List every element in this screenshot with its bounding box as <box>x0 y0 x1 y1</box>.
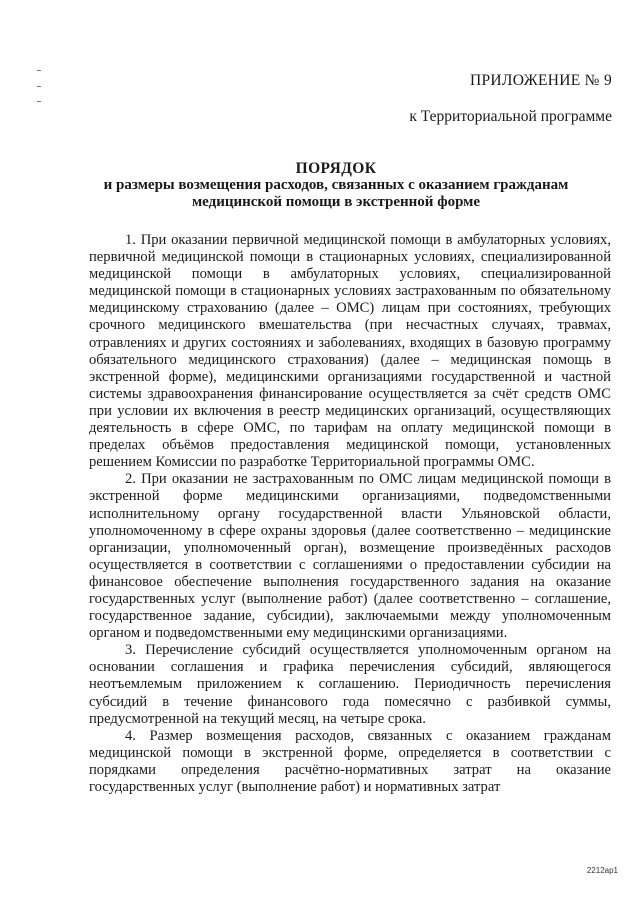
paragraph-3: 3. Перечисление субсидий осуществляется уполномоченным органом на основании соглашения и графика перечисления субсидий, являющегося неотъемлемым приложением к соглашению. Периодичность перечисления субсидий в течение финансового года помесячно с разбивкой суммы, предусмотренной на текущий месяц, на четыре срока. <box>89 642 611 727</box>
paragraph-2: 2. При оказании не застрахованным по ОМС лицам медицинской помощи в экстренной форме медицинскими организациями, подведомственными исполнительному органу государственной власти Ульяновской области, уполномоченному в сфере охраны здоровья (далее соответственно – медицинские организации, уполномоченный орган), возмещение произведённых расходов осуществляется в соответствии с соглашениями о предоставлении субсидии на финансовое обеспечение выполнения государственного задания на оказание государственных услуг (выполнение работ) (далее соответственно – соглашение, государственное задание, субсидии), заключаемыми между уполномоченным органом и подведомственными ему медицинскими организациями. <box>89 471 611 642</box>
appendix-subtitle: к Территориальной программе <box>409 108 612 125</box>
document-title-main: ПОРЯДОК <box>295 160 377 177</box>
footer-document-code: 2212ap1 <box>586 866 618 875</box>
document-title-subtitle: и размеры возмещения расходов, связанных с оказанием гражданам медицинской помощи в экстренной форме <box>103 177 569 210</box>
appendix-title: ПРИЛОЖЕНИЕ № 9 <box>469 72 612 89</box>
paragraph-1: 1. При оказании первичной медицинской помощи в амбулаторных условиях, первичной медицинской помощи в стационарных условиях, специализированной медицинской помощи в амбулаторных условиях, специализированной медицинской помощи в стационарных условиях застрахованным по обязательному медицинскому страхованию (далее – ОМС) лицам при состояниях, требующих срочного медицинского вмешательства (при несчастных случаях, травмах, отравлениях и других состояниях и заболеваниях, входящих в базовую программу обязательного медицинского страхования) (далее – медицинская помощь в экстренной форме), медицинскими организациями государственной и частной системы здравоохранения финансирование осуществляется за счёт средств ОМС при условии их включения в реестр медицинских организаций, осуществляющих деятельность в сфере ОМС, по тарифам на оплату медицинской помощи в пределах объёмов предоставления медицинской помощи, установленных решением Комиссии по разработке Территориальной программы ОМС. <box>89 232 611 471</box>
document-body <box>89 232 611 796</box>
scan-mark <box>37 101 41 102</box>
scan-mark <box>37 70 41 71</box>
document-title <box>90 160 582 211</box>
paragraph-4: 4. Размер возмещения расходов, связанных с оказанием гражданам медицинской помощи в экстренной форме, определяется в соответствии с порядками определения расчётно-нормативных затрат на оказание государственных услуг (выполнение работ) и нормативных затрат <box>89 727 611 795</box>
